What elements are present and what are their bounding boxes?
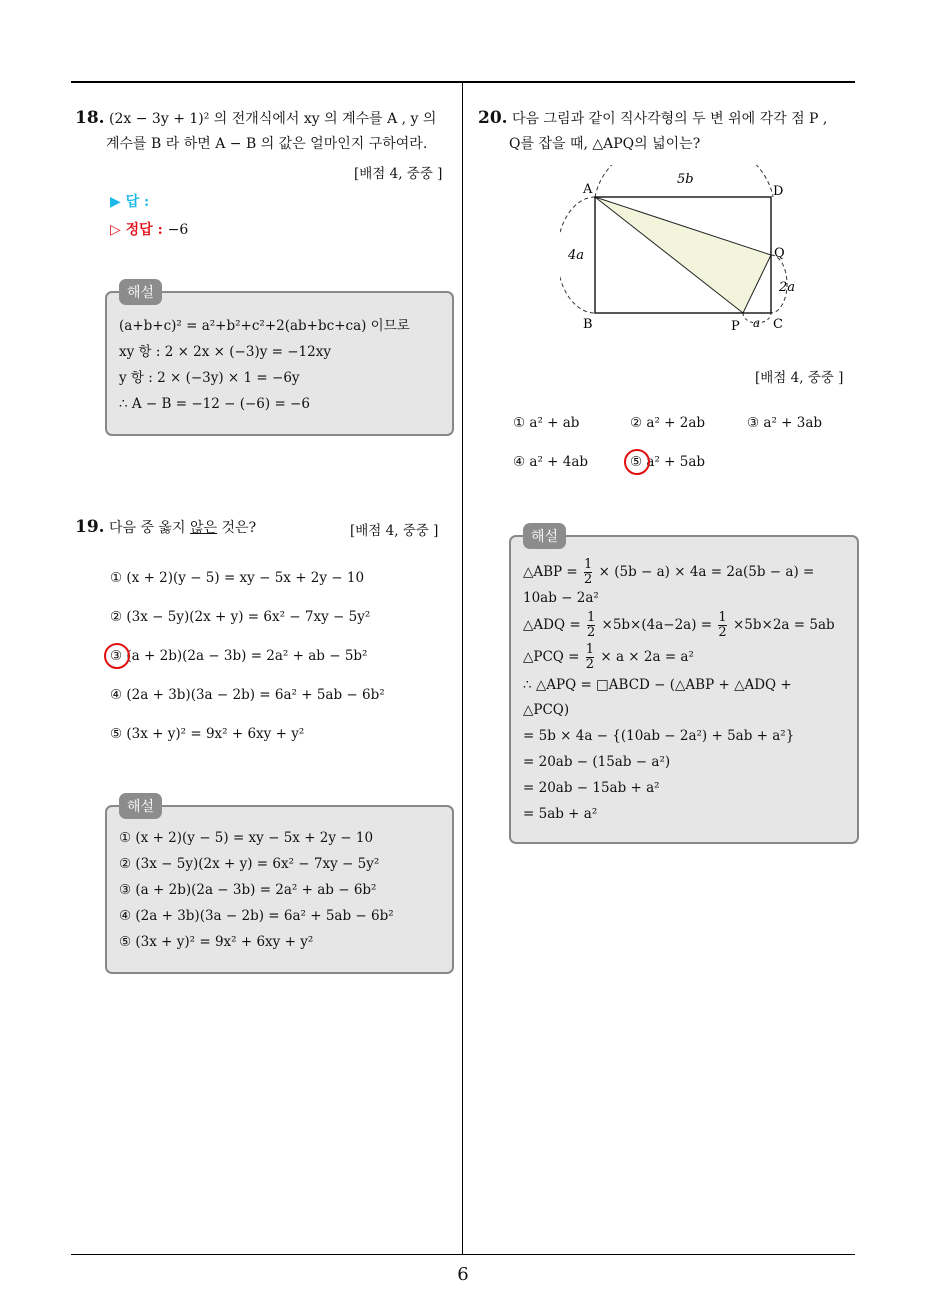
solution-text: ×5b×2a = 5ab xyxy=(732,617,835,633)
label-bottom-length: a xyxy=(753,316,761,330)
question-text-post: 것은? xyxy=(217,520,257,536)
solution-line xyxy=(523,557,835,587)
selected-answer-mark xyxy=(104,643,130,669)
fraction-num: 1 xyxy=(586,610,596,625)
selected-answer-mark xyxy=(624,449,650,475)
solution-tag: 해설 xyxy=(119,793,162,819)
correct-answer xyxy=(110,219,188,239)
choice-2[interactable]: ② (3x − 5y)(2x + y) = 6x² − 7xy − 5y² xyxy=(110,609,371,625)
question-19 xyxy=(75,514,256,541)
solution-line: = 20ab − 15ab + a² xyxy=(523,780,660,796)
correct-value: −6 xyxy=(167,222,189,238)
fraction-den: 2 xyxy=(586,625,596,640)
choice-1[interactable]: ① (x + 2)(y − 5) = xy − 5x + 2y − 10 xyxy=(110,570,365,586)
question-19-meta: [배점 4, 중중 ] xyxy=(350,523,439,539)
question-text-line1: 다음 그림과 같이 직사각형의 두 변 위에 각각 점 P , xyxy=(512,111,828,127)
question-20-line2: Q를 잡을 때, △APQ의 넓이는? xyxy=(509,136,701,152)
solution-box-20 xyxy=(509,529,859,844)
triangle-apq xyxy=(595,197,771,313)
solution-line: ① (x + 2)(y − 5) = xy − 5x + 2y − 10 xyxy=(119,830,374,846)
question-number: 19. xyxy=(75,517,105,537)
solution-line: ⑤ (3x + y)² = 9x² + 6xy + y² xyxy=(119,934,314,950)
label-a: A xyxy=(583,182,593,197)
solution-line: ∴ A − B = −12 − (−6) = −6 xyxy=(119,396,310,412)
question-text-pre: 다음 중 옳지 xyxy=(109,520,191,536)
solution-line: = 5ab + a² xyxy=(523,806,598,822)
question-text-line1: (2x − 3y + 1)² 의 전개식에서 xy 의 계수를 A , y 의 xyxy=(109,111,437,127)
label-b: B xyxy=(583,317,593,332)
solution-line: = 5b × 4a − {(10ab − 2a²) + 5ab + a²} xyxy=(523,728,795,744)
solution-line: ② (3x − 5y)(2x + y) = 6x² − 7xy − 5y² xyxy=(119,856,380,872)
label-p: P xyxy=(731,319,740,334)
question-18-meta: [배점 4, 중중 ] xyxy=(354,166,443,182)
top-rule xyxy=(71,81,855,83)
column-divider xyxy=(462,83,463,1255)
fraction-den: 2 xyxy=(718,625,727,640)
solution-tag: 해설 xyxy=(523,523,566,549)
fraction-den: 2 xyxy=(584,572,593,587)
choice-4[interactable]: ④ a² + 4ab xyxy=(513,454,589,470)
question-20 xyxy=(478,105,827,132)
choice-1[interactable]: ① a² + ab xyxy=(513,415,580,431)
fraction-half xyxy=(586,643,594,672)
solution-line: (a+b+c)² = a²+b²+c²+2(ab+bc+ca) 이므로 xyxy=(119,318,410,334)
label-q: Q xyxy=(774,246,785,261)
solution-tag: 해설 xyxy=(119,279,162,305)
solution-text: × a × 2a = a² xyxy=(600,649,694,665)
rectangle-figure xyxy=(560,165,820,340)
solution-text: △ADQ = xyxy=(523,617,581,633)
solution-box-19 xyxy=(105,799,454,974)
question-number: 20. xyxy=(478,108,508,128)
question-18 xyxy=(75,105,436,132)
fraction-num: 1 xyxy=(718,610,727,625)
choice-5[interactable]: ⑤ a² + 5ab xyxy=(630,454,706,470)
solution-text: △ABP = xyxy=(523,564,578,580)
bottom-rule xyxy=(71,1254,855,1255)
fraction-num: 1 xyxy=(584,557,593,572)
solution-text: △PCQ = xyxy=(523,649,580,665)
fraction-num: 1 xyxy=(585,642,595,657)
solution-line: 10ab − 2a² xyxy=(523,590,599,606)
question-text-underlined: 않은 xyxy=(190,520,218,536)
question-18-line2: 계수를 B 라 하면 A − B 의 값은 얼마인지 구하여라. xyxy=(106,136,428,152)
solution-line: ∴ △APQ = □ABCD − (△ABP + △ADQ + xyxy=(523,677,792,693)
choice-2[interactable]: ② a² + 2ab xyxy=(630,415,706,431)
solution-text: × (5b − a) × 4a = 2a(5b − a) = xyxy=(598,564,815,580)
label-top-length: 5b xyxy=(677,172,694,187)
label-left-length: 4a xyxy=(568,248,585,263)
label-c: C xyxy=(773,317,783,332)
label-d: D xyxy=(773,184,784,199)
solution-box-18 xyxy=(105,285,454,436)
choice-5[interactable]: ⑤ (3x + y)² = 9x² + 6xy + y² xyxy=(110,726,305,742)
fraction-half xyxy=(718,611,726,640)
fraction-half xyxy=(587,611,595,640)
solution-line: ③ (a + 2b)(2a − 3b) = 2a² + ab − 6b² xyxy=(119,882,377,898)
solution-line xyxy=(523,609,835,641)
solution-line: = 20ab − (15ab − a²) xyxy=(523,754,671,770)
fraction-den: 2 xyxy=(585,657,595,672)
choice-3[interactable]: ③ (a + 2b)(2a − 3b) = 2a² + ab − 5b² xyxy=(110,648,368,664)
correct-label: ▷ 정답 : xyxy=(110,222,163,238)
choice-3[interactable]: ③ a² + 3ab xyxy=(747,415,823,431)
choice-4[interactable]: ④ (2a + 3b)(3a − 2b) = 6a² + 5ab − 6b² xyxy=(110,687,385,703)
solution-line xyxy=(523,641,835,673)
solution-line: ④ (2a + 3b)(3a − 2b) = 6a² + 5ab − 6b² xyxy=(119,908,394,924)
label-right-length: 2a xyxy=(779,280,796,295)
solution-line: xy 항 : 2 × 2x × (−3)y = −12xy xyxy=(119,344,331,360)
question-number: 18. xyxy=(75,108,105,128)
page-number: 6 xyxy=(457,1264,469,1285)
answer-label: ▶ 답 : xyxy=(110,194,150,210)
solution-line: △PCQ) xyxy=(523,702,570,718)
question-20-meta: [배점 4, 중중 ] xyxy=(755,370,844,386)
solution-line: y 항 : 2 × (−3y) × 1 = −6y xyxy=(119,370,300,386)
solution-text: ×5b×(4a−2a) = xyxy=(601,617,713,633)
fraction-half xyxy=(584,558,592,587)
